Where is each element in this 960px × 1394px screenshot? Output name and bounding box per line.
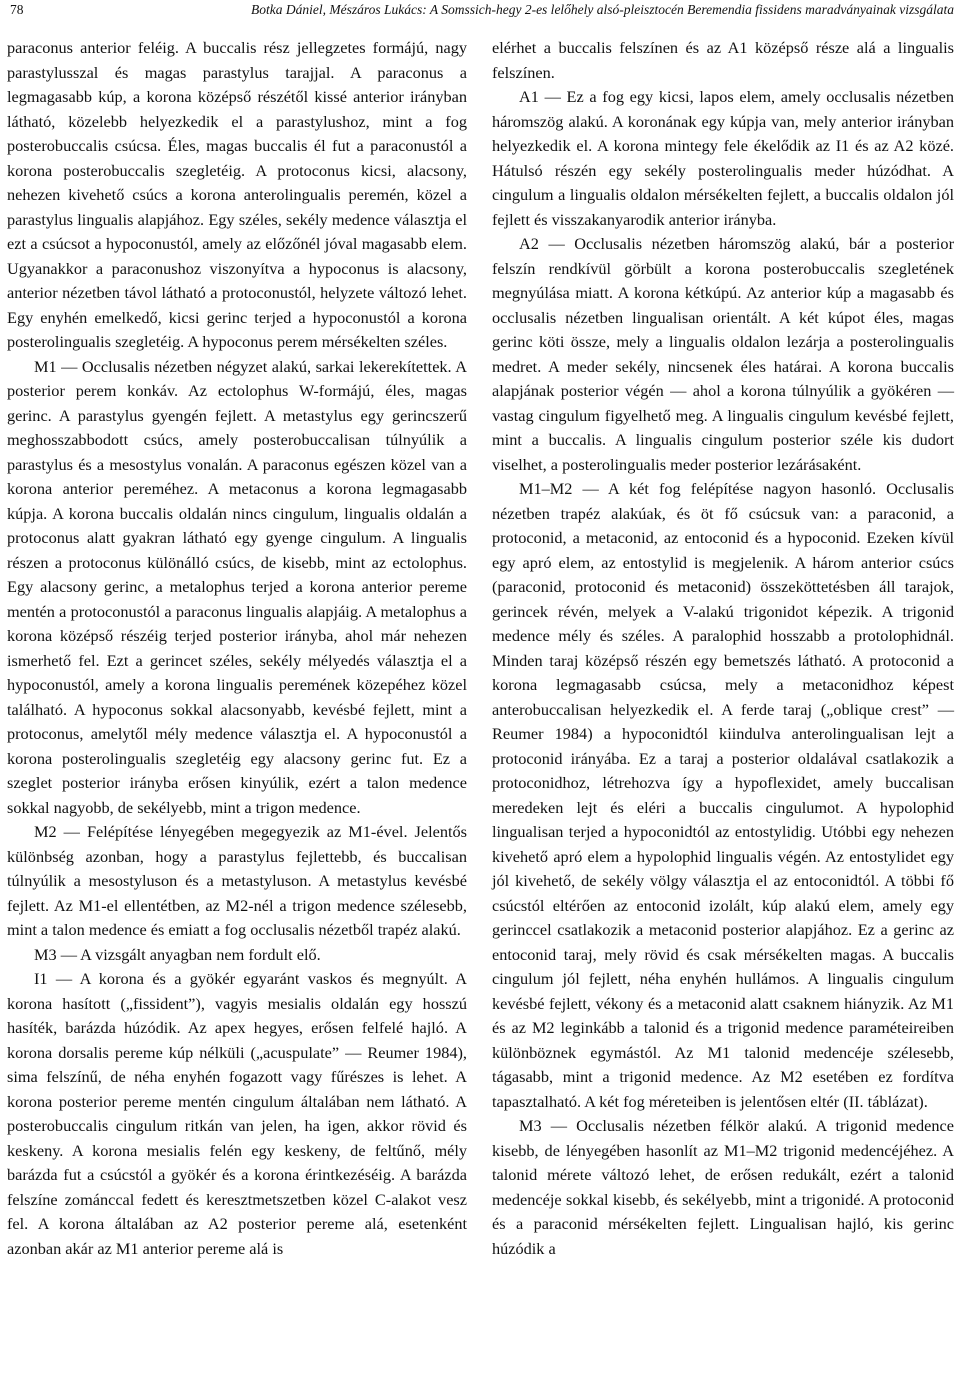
running-title: Botka Dániel, Mészáros Lukács: A Somssich-hegy 2-es lelőhely alsó-pleisztocén Beremendia fissidens maradványainak vizsgálata (250, 2, 954, 17)
running-header (10, 0, 954, 22)
paragraph: I1 — A korona és a gyökér egyaránt vaskos és megnyúlt. A korona hasított („fissident”), vagyis mesialis oldalán egy hosszú hasíték, barázda húzódik. Az apex hegyes, erősen felfelé hajló. A korona dorsalis pereme kúp nélküli („acuspulate” — Reumer 1984), sima felszínű, de néha enyhén fogazott vagy fűrészes is lehet. A korona posterior pereme mentén cingulum általában nem látható. A posterobuccalis cingulum ritkán van jelen, ha igen, akkor rövid és keskeny. A korona mesialis felén egy keskeny, de feltűnő, mély barázda fut a csúcstól a gyökér és a korona érintkezéséig. A barázda felszíne zománccal fedett és keresztmetszetben közel C-alakot vesz fel. A korona általában az A2 posterior pereme alá, esetenként azonban akár az M1 anterior pereme alá is (7, 969, 467, 1258)
page-number: 78 (10, 2, 24, 17)
paragraph: elérhet a buccalis felszínen és az A1 középső része alá a lingualis felszínen. (492, 38, 954, 82)
paragraph: A1 — Ez a fog egy kicsi, lapos elem, amely occlusalis nézetben háromszög alakú. A koronának egy kúpja van, mely anterior irányban helyezkedik el. A korona mintegy fele ékelődik az I1 és az A2 közé. Hátulsó részén egy sekély posterolingualis meder húzódhat. A cingulum a lingualis oldalon mérsékelten fejlett, a buccalis oldalon jól fejlett és visszakanyarodik anterior irányba. (492, 87, 954, 229)
paragraph: M1 — Occlusalis nézetben négyzet alakú, sarkai lekerekítettek. A posterior perem konkáv. Az ectolophus W-formájú, éles, magas gerinc. A parastylus gyengén fejlett. A metastylus egy gerincszerű meghosszabbodott csúcs, amely posterobuccalisan túlnyúlik a parastylus és a mesostylus vonalán. A paraconus egészen közel van a korona anterior pereméhez. A metaconus a korona legmagasabb kúpja. A korona buccalis oldalán nincs cingulum, lingualis oldalán a protoconus alatt gyakran látható egy gyenge cingulum. A lingualis részen a protoconus különálló csúcs, de kisebb, mint az ectolophus. Egy alacsony gerinc, a metalophus terjed a korona anterior pereme mentén a protoconustól a paraconus lingualis alapjáig. A metalophus a korona középső részéig terjed posterior irányba, ahol már nehezen ismerhető fel. Ezt a gerincet széles, sekély mélyedés választja el a hypoconustól, amely a korona lingualis peremének közepéhez közel található. A hypoconus sokkal alacsonyabb, kevésbé fejlett, mint a protoconus, amelytől mély medence választja el. A hypoconustól a korona posterolingualis szegletéig egy alacsony gerinc fut. Ez a szeglet posterior irányba erősen kinyúlik, ezért a talon medence sokkal nagyobb, de sekélyebb, mint a trigon medence. (7, 356, 467, 817)
paragraph: M3 — A vizsgált anyagban nem fordult elő. (34, 944, 321, 964)
right-column (492, 36, 954, 1261)
paragraph: M1–M2 — A két fog felépítése nagyon hasonló. Occlusalis nézetben trapéz alakúak, és öt fő csúcsuk van: a paraconid, a protoconid, a metaconid, az entoconid és a hypoconid. Ezeken kívül egy apró elem, az entostylid is megjelenik. A három anterior csúcs (paraconid, protoconid és metaconid) összeköttetésben áll tarajok, gerincek révén, melyek a V-alakú trigonidot képezik. A trigonid medence mély és széles. A paralophid hosszabb a protolophidnál. Minden taraj középső részén egy bemetszés látható. A protoconid a korona legmagasabb csúcsa, mely a metaconidhoz képest anterobuccalisan helyezkedik el. A ferde taraj („oblique crest” — Reumer 1984) a hypoconidtól kiindulva anterolingualisan lejt a protoconid irányába. Ez a taraj a posterior oldalával csatlakozik a protoconidhoz, létrehozva így a hypoflexidet, amely buccalisan meredeken lejt és eléri a buccalis cingulumot. A hypolophid lingualisan terjed a hypoconidtól az entostylidig. Utóbbi egy nehezen kivehető apró elem a hypolophid lingualis végén. Az entostylidet egy jól kivehető, de sekély völgy választja el az entoconidtól. A többi fő csúcstól eltérően az entoconid izolált, kúp alakú elem, amely egy gerinccel csatlakozik a metaconid posterior alapjához. Ez a gerinc az entoconid taraj, mely rövid és csak mérsékelten magas. A buccalis cingulum jól fejlett, néha enyhén hullámos. A lingualis cingulum kevésbé fejlett, vékony és a metaconid alatt csaknem hiányzik. Az M1 és az M2 leginkább a talonid és a trigonid medence paraméteireiben különböznek egymástól. Az M1 talonid medencéje szélesebb, tágasabb, mint a trigonid medence. Az M2 esetében ez fordítva tapasztalható. A két fog méreteiben is jelentősen eltér (II. táblázat). (492, 479, 954, 1111)
paragraph: M3 — Occlusalis nézetben félkör alakú. A trigonid medence kisebb, de lényegében hasonlít az M1–M2 trigonid medencéjéhez. A talonid mérete változó lehet, de erősen redukált, ezért a talonid medencéje sokkal kisebb, és sekélyebb, mint a trigonidé. A protoconid és a paraconid mérsékelten fejlett. Lingualisan hajló, kis gerinc húzódik a (492, 1116, 954, 1258)
left-column (7, 36, 467, 1261)
paragraph: A2 — Occlusalis nézetben háromszög alakú, bár a posterior felszín rendkívül görbült a korona posterobuccalis szegletének megnyúlása miatt. A korona kétkúpú. Az anterior kúp a magasabb és occlusalis nézetben lingualisan orientált. A két kúpot éles, magas gerinc köti össze, mely a lingualis oldalon lezárja a posterolingualis medret. A meder sekély, nincsenek éles határai. A korona buccalis alapjának posterior végén — ahol a korona túlnyúlik a gyökéren — vastag cingulum figyelhető meg. A lingualis cingulum kevésbé fejlett, mint a buccalis. A lingualis cingulum posterior széle kis dudort viselhet, a posterolingualis meder posterior lezárásaként. (492, 234, 954, 474)
paragraph: M2 — Felépítése lényegében megegyezik az M1-ével. Jelentős különbség azonban, hogy a parastylus fejlettebb, és buccalisan túlnyúlik a mesostyluson és a metastyluson. A metastylus kevésbé fejlett. Az M1-el ellentétben, az M2-nél a trigon medence szélesebb, mint a talon medence és emiatt a fog occlusalis nézetből trapéz alakú. (7, 822, 467, 939)
paragraph: paraconus anterior feléig. A buccalis rész jellegzetes formájú, nagy parastylusszal és magas parastylus tarajjal. A paraconus a legmagasabb kúp, a korona középső részétől kissé anterior irányban látható, közelebb helyezkedik el a parastylushoz, mint a fog posterobuccalis csúcsa. Éles, magas buccalis él fut a paraconustól a korona posterobuccalis szegletéig. A protoconus kicsi, alacsony, nehezen kivehető csúcs a korona anterolingualis peremén, közel a parastylus lingualis alapjához. Egy széles, sekély medence választja el ezt a csúcsot a hypoconustól, amely az előzőnél jóval magasabb elem. Ugyanakkor a paraconushoz viszonyítva a hypoconus is alacsony, anterior nézetben távol látható a protoconustól, helyzete változó lehet. Egy enyhén emelkedő, kicsi gerinc terjed a hypoconustól a korona posterolingualis szegletéig. A hypoconus perem mérsékelten széles. (7, 38, 467, 351)
